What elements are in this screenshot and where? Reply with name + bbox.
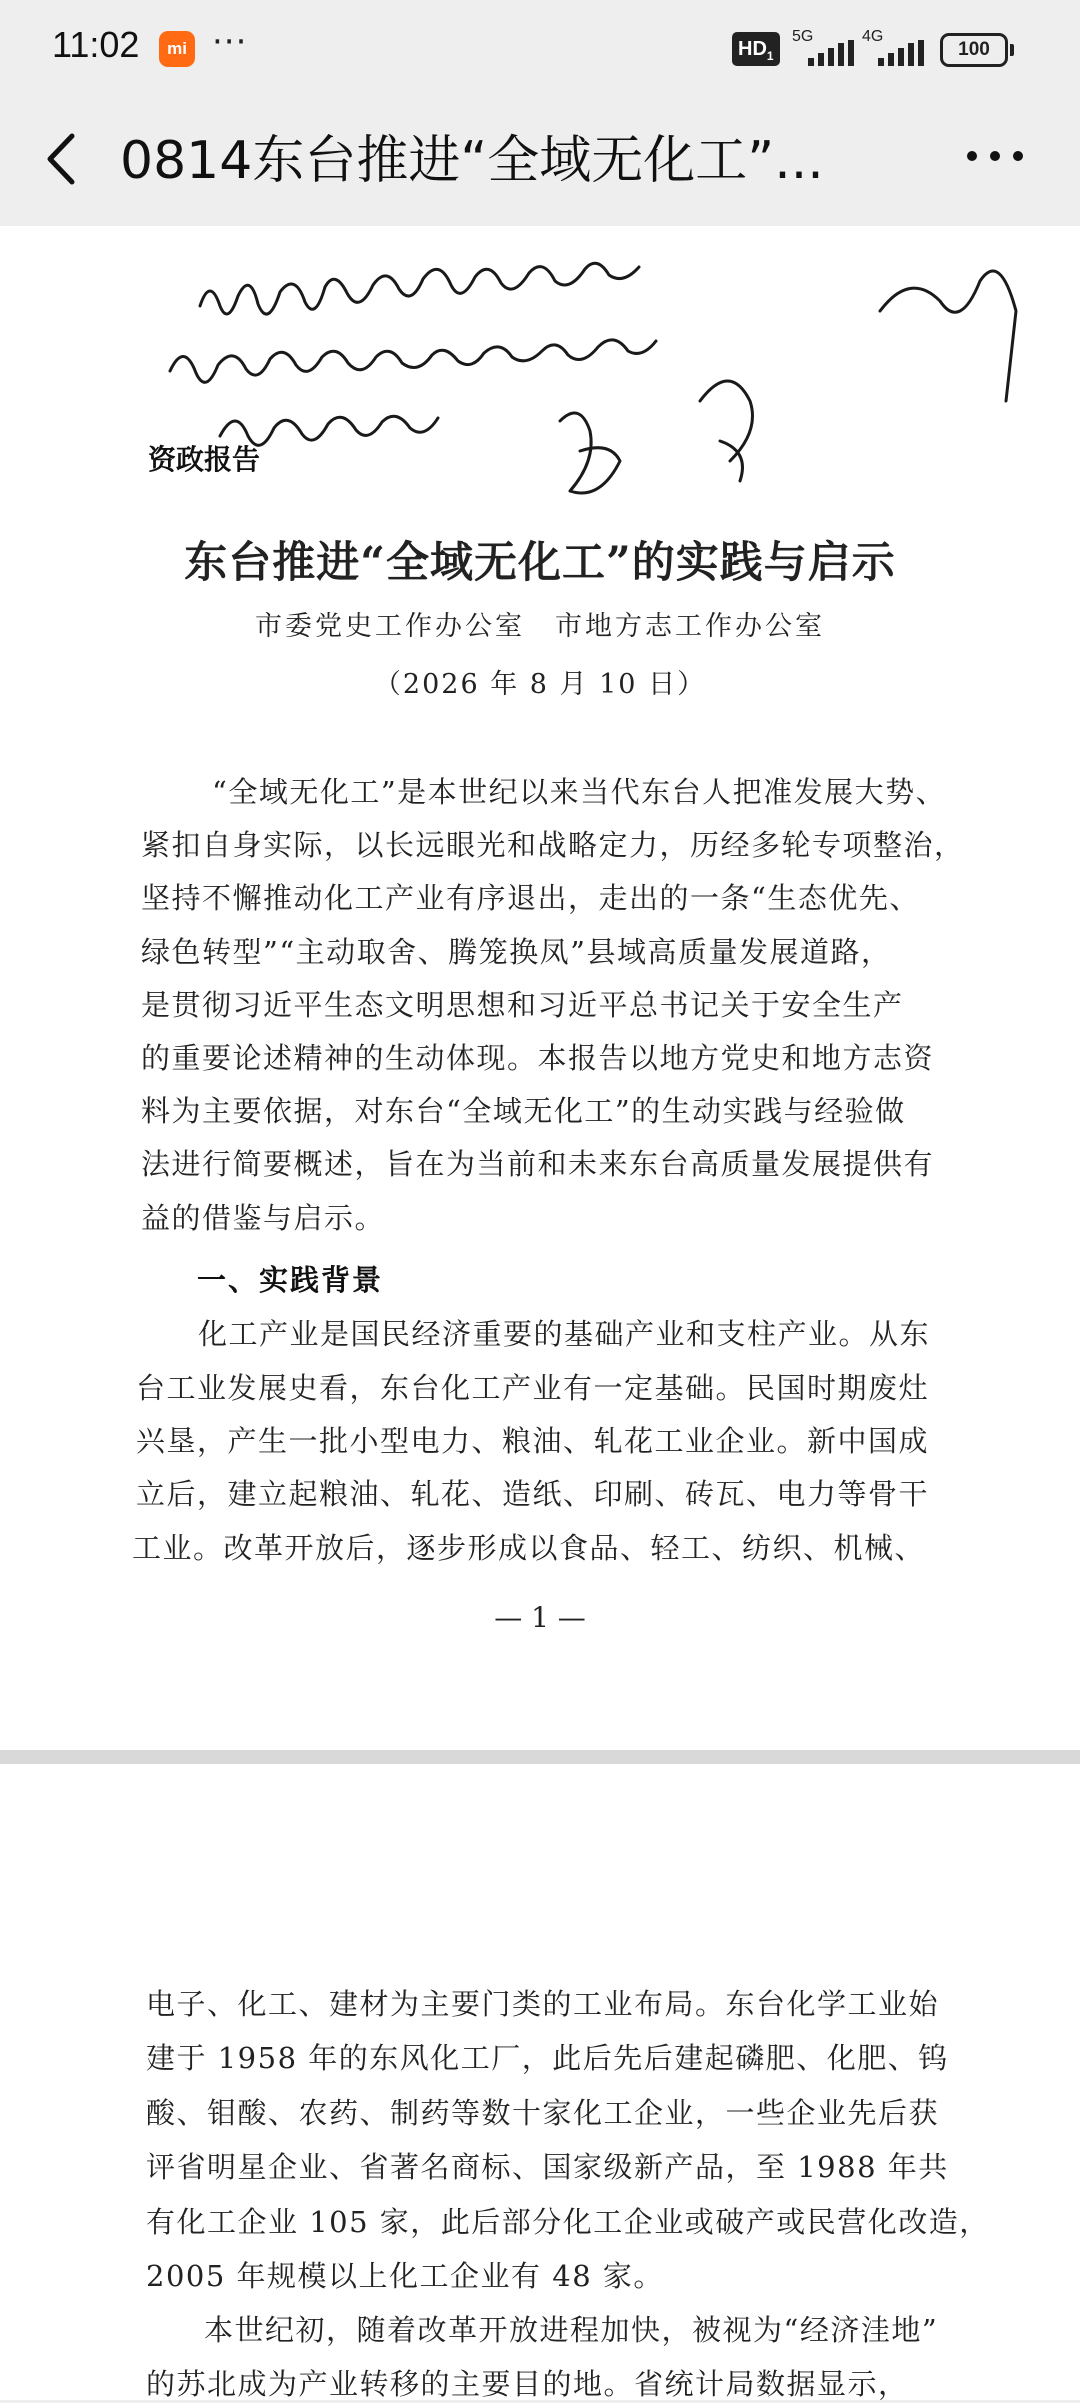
text-line: 评省明星企业、省著名商标、国家级新产品，至 1988 年共 <box>146 2150 949 2184</box>
status-time: 11:02 <box>52 24 140 65</box>
mi-app-icon: mi <box>159 31 195 67</box>
more-options-button[interactable] <box>960 126 1030 197</box>
back-button[interactable] <box>38 124 98 194</box>
chevron-left-icon <box>38 124 98 194</box>
text-line: 本世纪初，随着改革开放进程加快，被视为“经济洼地” <box>204 2313 939 2347</box>
text-line: 料为主要依据，对东台“全域无化工”的生动实践与经验做 <box>141 1094 906 1128</box>
document-date: （2026 年 8 月 10 日） <box>373 669 707 700</box>
handwritten-annotation <box>160 251 1080 551</box>
text-line: 益的借鉴与启示。 <box>141 1201 386 1235</box>
text-line: 电子、化工、建材为主要门类的工业布局。东台化学工业始 <box>146 1987 940 2021</box>
text-line: 化工产业是国民经济重要的基础产业和支柱产业。从东 <box>198 1317 931 1351</box>
text-line: 2005 年规模以上化工企业有 48 家。 <box>146 2259 664 2293</box>
text-line: 工业。改革开放后，逐步形成以食品、轻工、纺织、机械、 <box>132 1531 926 1565</box>
app-header <box>0 96 1080 226</box>
signal-4g-label: 4G <box>862 28 884 45</box>
section-heading: 一、实践背景 <box>197 1263 384 1297</box>
text-line: 有化工企业 105 家，此后部分化工企业或破产或民营化改造， <box>146 2205 990 2239</box>
page-number: — 1 — <box>494 1601 586 1634</box>
document-page-1 <box>0 226 1080 1750</box>
text-line: 法进行简要概述，旨在为当前和未来东台高质量发展提供有 <box>141 1147 935 1181</box>
text-line: 绿色转型”“主动取舍、腾笼换凤”县域高质量发展道路， <box>141 935 892 969</box>
battery-icon: 100 <box>940 33 1008 67</box>
signal-5g-label: 5G <box>792 28 814 45</box>
text-line: 是贯彻习近平生态文明思想和习近平总书记关于安全生产 <box>141 988 904 1022</box>
text-line: 的苏北成为产业转移的主要目的地。省统计局数据显示， <box>146 2367 909 2401</box>
hd-label: HD <box>738 38 767 60</box>
text-line: 建于 1958 年的东风化工厂，此后先后建起磷肥、化肥、钨 <box>146 2041 949 2075</box>
text-line: 坚持不懈推动化工产业有序退出，走出的一条“生态优先、 <box>141 881 920 915</box>
report-category-label: 资政报告 <box>148 443 261 476</box>
text-line: 兴垦，产生一批小型电力、粮油、轧花工业企业。新中国成 <box>136 1424 930 1458</box>
document-page-2 <box>0 1764 1080 2400</box>
text-line: 立后，建立起粮油、轧花、造纸、印刷、砖瓦、电力等骨干 <box>136 1477 930 1511</box>
page-divider <box>0 1750 1080 1764</box>
status-bar <box>0 0 1080 96</box>
more-notifications-icon: ··· <box>212 22 248 62</box>
document-title: 东台推进“全域无化工”的实践与启示 <box>184 538 896 588</box>
page-title: 0814东台推进“全域无化工”... <box>120 131 824 191</box>
document-authors: 市委党史工作办公室 市地方志工作办公室 <box>255 611 825 642</box>
text-line: 的重要论述精神的生动体现。本报告以地方党史和地方志资 <box>141 1041 935 1075</box>
text-line: 台工业发展史看，东台化工产业有一定基础。民国时期废灶 <box>136 1371 930 1405</box>
more-dots-icon <box>960 126 1030 186</box>
text-line: 酸、钼酸、农药、制药等数十家化工企业，一些企业先后获 <box>146 2096 940 2130</box>
hd-voice-icon: $HD_1$ <box>732 32 780 66</box>
text-line: 紧扣自身实际，以长远眼光和战略定力，历经多轮专项整治， <box>141 828 965 862</box>
text-line: “全域无化工”是本世纪以来当代东台人把准发展大势、 <box>212 775 947 809</box>
